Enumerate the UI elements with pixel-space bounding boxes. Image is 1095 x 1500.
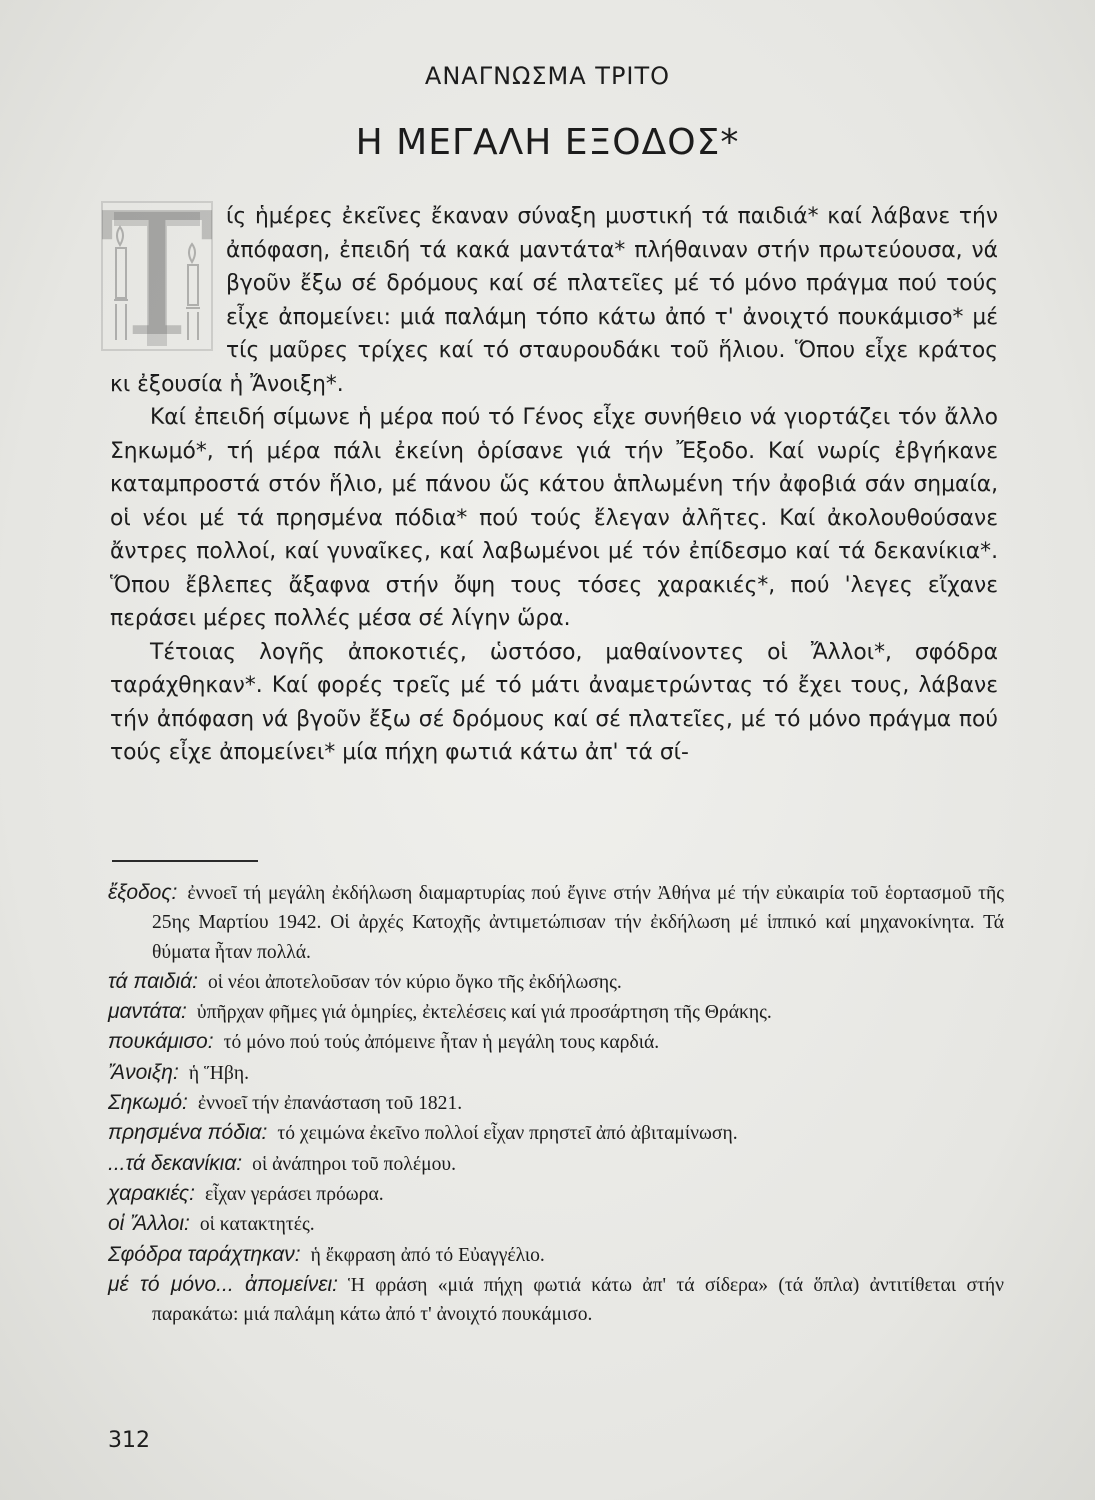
footnote-term: πρησμένα πόδια: bbox=[108, 1121, 268, 1145]
footnote-item bbox=[108, 1209, 1004, 1239]
footnote-term: ...τά δεκανίκια: bbox=[108, 1151, 243, 1175]
footnote-item bbox=[108, 967, 1004, 997]
footnote-item bbox=[108, 1179, 1004, 1209]
footnote-text: τό χειμώνα ἐκεῖνο πολλοί εἶχαν πρηστεῖ ἀπό ἀβιταμίνωση. bbox=[277, 1123, 738, 1145]
dropcap-letter: Τ bbox=[100, 177, 214, 375]
footnote-text: οἱ ἀνάπηροι τοῦ πολέμου. bbox=[252, 1153, 456, 1175]
footnote-text: ἐννοεῖ τήν ἐπανάσταση τοῦ 1821. bbox=[197, 1093, 463, 1115]
footnote-term: μαντάτα: bbox=[108, 1000, 187, 1024]
footnote-text: οἱ κατακτητές. bbox=[199, 1214, 315, 1236]
paragraph-1 bbox=[100, 177, 998, 401]
footnote-item bbox=[108, 1240, 1004, 1270]
footnote-term: Ἄνοιξη: bbox=[108, 1060, 179, 1084]
footnote-text: ἐννοεῖ τή μεγάλη ἐκδήλωση διαμαρτυρίας πού ἔγινε στήν Ἀθήνα μέ τήν εὐκαιρία τοῦ ἑορτασμοῦ τῆς 25ης Μαρτίου 1942. Οἱ ἀρχές Κατοχῆς ἀντιμετώπισαν τήν ἐκδήλωση μέ ἱππικό καί μηχανοκίνητα. Τά θύματα ἦταν πολλά. bbox=[152, 883, 1004, 963]
footnote-item bbox=[108, 1027, 1004, 1057]
footnote-text: Ἡ φράση «μιά πήχη φωτιά κάτω ἀπ' τά σίδερα» (τά ὅπλα) ἀντιτίθεται στήν παρακάτω: μιά παλάμη κάτω ἀπό τ' ἀνοιχτό πουκάμισο. bbox=[152, 1274, 1004, 1326]
footnote-text: τό μόνο πού τούς ἀπόμεινε ἦταν ἡ μεγάλη τους καρδιά. bbox=[223, 1032, 660, 1054]
footnote-term: χαρακιές: bbox=[108, 1181, 195, 1205]
footnote-item bbox=[108, 1149, 1004, 1179]
paragraph-3: Τέτοιας λογῆς ἀποκοτιές, ὡστόσο, μαθαίνοντες οἱ Ἄλλοι*, σφόδρα ταράχθηκαν*. Καί φορές τρεῖς μέ τό μάτι ἀναμετρώντας τό ἔχει τους, λάβανε τήν ἀπόφαση νά βγοῦν ἔξω σέ δρόμους καί σέ πλατεῖες, μέ τό μόνο πράγμα πού τούς εἶχε ἀπομείνει* μία πήχη φωτιά κάτω ἀπ' τά σί- bbox=[110, 639, 998, 765]
footnote-item bbox=[108, 878, 1004, 967]
footnote-text: ὑπῆρχαν φῆμες γιά ὁμηρίες, ἐκτελέσεις καί γιά προσάρτηση τῆς Θράκης. bbox=[196, 1002, 772, 1024]
footnote-term: ἔξοδος: bbox=[108, 881, 178, 904]
footnote-text: οἱ νέοι ἀποτελοῦσαν τόν κύριο ὄγκο τῆς ἐκδήλωσης. bbox=[207, 971, 622, 993]
footnote-text: ἡ Ἥβη. bbox=[188, 1062, 249, 1084]
footnote-item bbox=[108, 1118, 1004, 1148]
section-kicker: ΑΝΑΓΝΩΣΜΑ ΤΡΙΤΟ bbox=[424, 62, 671, 90]
footnotes bbox=[108, 878, 1004, 1329]
footnote-text: εἶχαν γεράσει πρόωρα. bbox=[204, 1183, 384, 1205]
main-text bbox=[100, 177, 998, 770]
footnote-text: ἡ ἔκφραση ἀπό τό Εὐαγγέλιο. bbox=[310, 1244, 545, 1266]
paragraph-2: Καί ἐπειδή σίμωνε ἡ μέρα πού τό Γένος εἶχε συνήθειο νά γιορτάζει τόν ἄλλο Σηκωμό*, τή μέρα πάλι ἐκείνη ὁρίσανε γιά τήν Ἔξοδο. Καί νωρίς ἐβγήκανε καταμπροστά στόν ἥλιο, μέ πάνου ὥς κάτου ἁπλωμένη τήν ἀφοβιά σάν σημαία, οἱ νέοι μέ τά πρησμένα πόδια* πού τούς ἔλεγαν ἀλῆτες. Καί ἀκολουθούσανε ἄντρες πολλοί, καί γυναῖκες, καί λαβωμένοι μέ τόν ἐπίδεσμο καί τά δεκανίκια*. Ὅπου ἔβλεπες ἄξαφνα στήν ὄψη τους τόσες χαρακιές*, πού 'λεγες εἴχανε περάσει μέρες πολλές μέσα σέ λίγην ὥρα. bbox=[110, 405, 998, 631]
footnote-term: πουκάμισο: bbox=[108, 1030, 214, 1054]
footnote-term: τά παιδιά: bbox=[108, 969, 198, 993]
paragraph-1-text: ίς ἡμέρες ἐκεῖνες ἔκαναν σύναξη μυστική τά παιδιά* καί λάβανε τήν ἀπόφαση, ἐπειδή τά κακά μαντάτα* πλήθαιναν στήν πρωτεύουσα, νά βγοῦν ἔξω σέ δρόμους καί σέ πλατεῖες μέ τό μόνο πράγμα πού τούς εἶχε ἀπομείνει: μιά παλάμη τόπο κάτω ἀπό τ' ἀνοιχτό πουκάμισο* μέ τίς μαῦρες τρίχες καί τό σταυρουδάκι τοῦ ἥλιου. Ὅπου εἶχε κράτος κι ἐξουσία ἡ Ἄνοιξη*. bbox=[110, 204, 998, 397]
footnote-item bbox=[108, 1270, 1004, 1330]
footnote-item bbox=[108, 997, 1004, 1027]
footnote-term: Σηκωμό: bbox=[108, 1091, 188, 1115]
footnote-term: Σφόδρα ταράχτηκαν: bbox=[108, 1242, 301, 1266]
footnote-term: οἱ Ἄλλοι: bbox=[108, 1212, 190, 1236]
ornamental-dropcap-icon bbox=[100, 177, 214, 375]
footnote-item bbox=[108, 1058, 1004, 1088]
footnote-term: μέ τό μόνο... ἀπομείνει: bbox=[108, 1272, 339, 1296]
footnote-divider bbox=[112, 860, 258, 862]
page-title: Η ΜΕΓΑΛΗ ΕΞΟΔΟΣ* bbox=[355, 122, 740, 163]
footnote-item bbox=[108, 1088, 1004, 1118]
page-number: 312 bbox=[108, 1428, 150, 1453]
